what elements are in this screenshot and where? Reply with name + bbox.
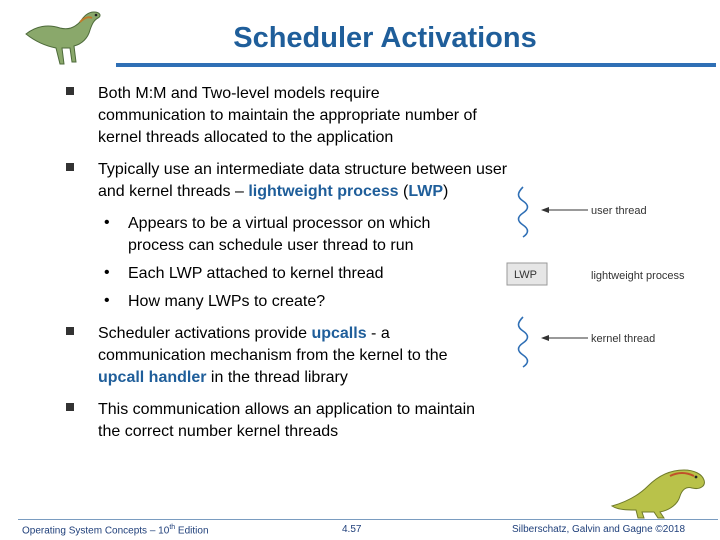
sub-bullet-text: Each LWP attached to kernel thread xyxy=(128,265,384,282)
bullet-text: This communication allows an application to maintain the correct number kernel threads xyxy=(98,401,476,440)
kernel-thread-squiggle-icon xyxy=(519,317,528,367)
lwp-label: lightweight process xyxy=(591,270,685,282)
footer-superscript: th xyxy=(169,524,176,531)
bullet-text: - a communication mechanism from the kernel to the xyxy=(98,325,448,364)
lwp-diagram xyxy=(505,185,715,370)
highlight-term: upcall handler xyxy=(98,369,207,386)
kernel-thread-label: kernel thread xyxy=(591,333,656,345)
highlight-term: upcalls xyxy=(311,325,367,342)
bullet-item xyxy=(66,323,498,389)
dinosaur-logo-icon xyxy=(608,462,712,520)
slide-title: Scheduler Activations xyxy=(233,22,537,54)
user-thread-squiggle-icon xyxy=(519,187,528,237)
bullet-text: ( xyxy=(398,183,409,200)
lwp-box-label: LWP xyxy=(514,269,538,281)
footer-edition: Edition xyxy=(175,525,209,537)
dot-bullet-icon: • xyxy=(104,292,110,309)
footer-divider xyxy=(18,519,718,520)
dot-bullet-icon: • xyxy=(104,214,110,231)
square-bullet-icon xyxy=(66,403,74,411)
bullet-item xyxy=(66,399,498,443)
sub-bullet-text: Appears to be a virtual processor on which process can schedule user thread to run xyxy=(128,215,431,254)
square-bullet-icon xyxy=(66,327,74,335)
user-thread-label: user thread xyxy=(591,205,647,217)
bullet-text: ) xyxy=(443,183,449,200)
bullet-item xyxy=(66,159,518,203)
bullet-text: Typically use an intermediate data structure between user and kernel threads – xyxy=(98,161,508,200)
highlight-term: lightweight process xyxy=(248,183,399,200)
sub-bullet-text: How many LWPs to create? xyxy=(128,293,326,310)
footer-authors: Silberschatz, Galvin and Gagne ©2018 xyxy=(512,524,686,535)
bullet-item xyxy=(66,83,486,149)
bullet-text: Both M:M and Two-level models require communication to maintain the appropriate number of kernel threads allocated to the application xyxy=(98,85,477,146)
sub-bullet-item xyxy=(66,291,486,313)
title-divider xyxy=(116,63,716,67)
bullet-text: in the thread library xyxy=(206,369,348,386)
highlight-term: LWP xyxy=(408,183,444,200)
footer-left xyxy=(22,524,209,536)
square-bullet-icon xyxy=(66,163,74,171)
square-bullet-icon xyxy=(66,87,74,95)
bullet-text: Scheduler activations provide xyxy=(98,325,312,342)
dot-bullet-icon: • xyxy=(104,264,110,281)
footer-book-title: Operating System Concepts – 10 xyxy=(22,525,170,537)
sub-bullet-item xyxy=(66,263,486,285)
footer-page-number: 4.57 xyxy=(342,524,362,535)
slide-content xyxy=(66,83,508,453)
sub-bullet-item xyxy=(66,213,478,257)
